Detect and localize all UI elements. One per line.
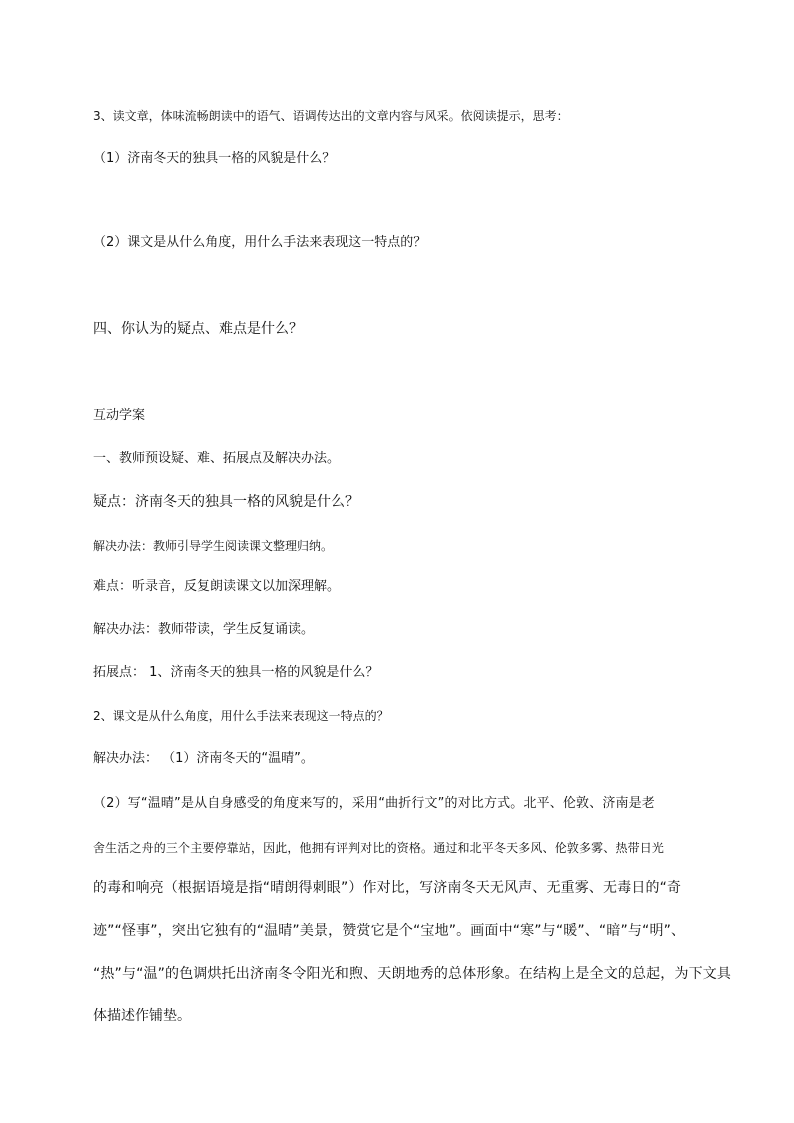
section3-intro: 3、读文章，体味流畅朗读中的语气、语调传达出的文章内容与风采。依阅读提示，思考： <box>93 109 569 123</box>
paragraph-line: 迹”“怪事”，突出它独有的“温晴”美景，赞赏它是个“宝地”。画面中“寒”与“暖”、“暗”与“明”、 <box>93 923 686 939</box>
section3-question-1: （1）济南冬天的独具一格的风貌是什么？ <box>93 151 336 166</box>
extension-question-2: 2、课文是从什么角度，用什么手法来表现这一特点的？ <box>93 709 389 723</box>
paragraph-line: “热”与“温”的色调烘托出济南冬令阳光和煦、天朗地秀的总体形象。在结构上是全文的总起，为下文具 <box>93 966 732 982</box>
paragraph-line: 的毒和响亮（根据语境是指“晴朗得刺眼”）作对比，写济南冬天无风声、无重雾、无毒日的“奇 <box>93 880 682 896</box>
interactive-title: 互动学案 <box>93 408 146 423</box>
section4-heading: 四、你认为的疑点、难点是什么？ <box>93 321 303 337</box>
paragraph-line: 体描述作铺垫。 <box>93 1008 191 1024</box>
difficulty-solution: 解决办法：教师带读，学生反复诵读。 <box>93 622 315 637</box>
section3-question-2: （2）课文是从什么角度，用什么手法来表现这一特点的？ <box>93 235 427 250</box>
extension-point: 拓展点： 1、济南冬天的独具一格的风貌是什么？ <box>93 665 379 680</box>
extension-solution: 解决办法： （1）济南冬天的“温晴”。 <box>93 751 314 766</box>
difficulty-point: 难点：听录音，反复朗读课文以加深理解。 <box>93 579 341 594</box>
paragraph-line: （2）写“温晴”是从自身感受的角度来写的，采用“曲折行文”的对比方式。北平、伦敦、济南是老 <box>93 796 655 811</box>
part1-heading: 一、教师预设疑、难、拓展点及解决办法。 <box>93 451 341 466</box>
doubt-point: 疑点：济南冬天的独具一格的风貌是什么？ <box>93 494 359 510</box>
doubt-solution: 解决办法：教师引导学生阅读课文整理归纳。 <box>93 539 334 553</box>
paragraph-line: 舍生活之舟的三个主要停靠站，因此，他拥有评判对比的资格。通过和北平冬天多风、伦敦多雾、热带日光 <box>93 841 665 855</box>
